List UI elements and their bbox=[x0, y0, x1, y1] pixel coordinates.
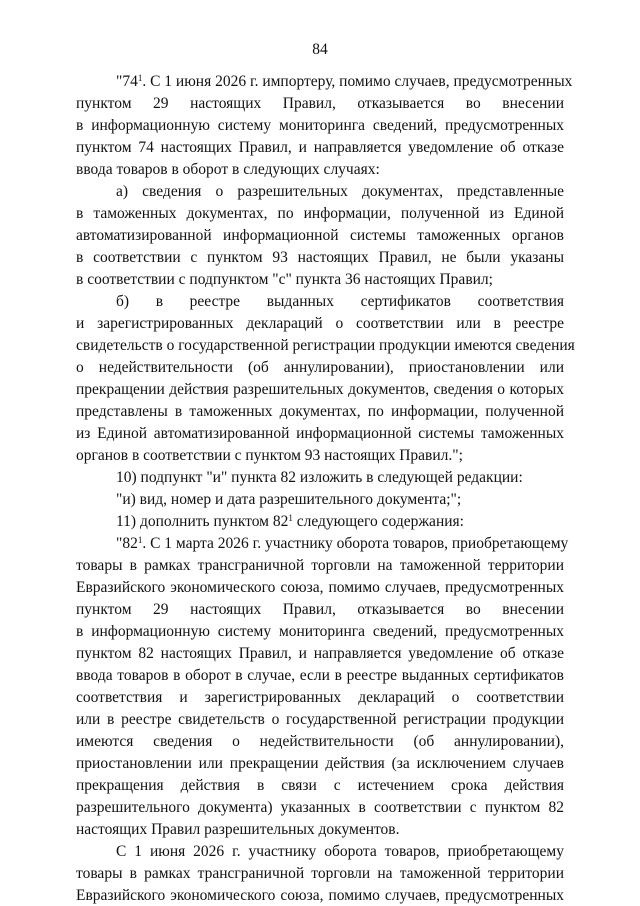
text-line: и зарегистрированных деклараций о соответствии или в реестре bbox=[76, 315, 564, 332]
text-line: "и) вид, номер и дата разрешительного документа;"; bbox=[116, 491, 462, 508]
text-line: пунктом 29 настоящих Правил, отказывается во внесении bbox=[76, 95, 564, 112]
text-line: С 1 июня 2026 г. участнику оборота товаров, приобретающему bbox=[116, 843, 564, 860]
text-line: а) сведения о разрешительных документах, представленные bbox=[116, 183, 564, 200]
text-line: органов в соответствии с пунктом 93 настоящих Правил."; bbox=[76, 447, 463, 464]
text-line: в таможенных документах, по информации, полученной из Единой bbox=[76, 205, 564, 222]
superscript-mark: 1 bbox=[288, 513, 293, 523]
text-line: б) в реестре выданных сертификатов соответствия bbox=[116, 293, 564, 310]
text-line: Евразийского экономического союза, помимо случаев, предусмотренных bbox=[76, 579, 564, 596]
text-line: имеются сведения о недействительности (об аннулировании), bbox=[76, 733, 564, 750]
text-line: в информационную систему мониторинга сведений, предусмотренных bbox=[76, 117, 564, 134]
text-line: в информационную систему мониторинга сведений, предусмотренных bbox=[76, 623, 564, 640]
text-line: пунктом 29 настоящих Правил, отказывается во внесении bbox=[76, 601, 564, 618]
text-line: в соответствии с подпунктом "с" пункта 36 настоящих Правил; bbox=[76, 271, 493, 288]
text-line: Евразийского экономического союза, помимо случаев, предусмотренных bbox=[76, 887, 564, 904]
text-line: 11) дополнить пунктом $82^1$ следующего содержания: bbox=[116, 513, 464, 530]
text-line: о недействительности (об аннулировании), приостановлении или bbox=[76, 359, 564, 376]
text-line: из Единой автоматизированной информационной системы таможенных bbox=[76, 425, 564, 442]
text-line: пунктом 82 настоящих Правил, и направляется уведомление об отказе bbox=[76, 645, 564, 662]
text-line: автоматизированной информационной системы таможенных органов bbox=[76, 227, 564, 244]
text-line: прекращения действия в связи с истечением срока действия bbox=[76, 777, 564, 794]
text-line: товары в рамках трансграничной торговли на таможенной территории bbox=[76, 557, 564, 574]
text-line: соответствия и зарегистрированных деклараций о соответствии bbox=[76, 689, 564, 706]
text-line: ввода товаров в оборот в случае, если в реестре выданных сертификатов bbox=[76, 667, 564, 684]
text-line: свидетельств о государственной регистрации продукции имеются сведения bbox=[76, 337, 575, 354]
superscript-mark: 1 bbox=[137, 535, 143, 545]
text-line: в соответствии с пунктом 93 настоящих Правил, не были указаны bbox=[76, 249, 564, 266]
text-line: пунктом 74 настоящих Правил, и направляется уведомление об отказе bbox=[76, 139, 564, 156]
text-line: товары в рамках трансграничной торговли на таможенной территории bbox=[76, 865, 564, 882]
text-line: настоящих Правил разрешительных документов. bbox=[76, 821, 400, 838]
text-line: приостановлении или прекращении действия (за исключением случаев bbox=[76, 755, 564, 772]
text-line: представлены в таможенных документах, по информации, полученной bbox=[76, 403, 564, 420]
text-line: ввода товаров в оборот в следующих случаях: bbox=[76, 161, 380, 178]
superscript-mark: 1 bbox=[137, 73, 143, 83]
text-line: "$82^1$. С 1 марта 2026 г. участнику оборота товаров, приобретающему bbox=[116, 535, 569, 552]
page-number: 84 bbox=[312, 41, 328, 58]
text-line: "$74^1$. С 1 июня 2026 г. импортеру, помимо случаев, предусмотренных bbox=[116, 73, 573, 90]
text-line: 10) подпункт "и" пункта 82 изложить в следующей редакции: bbox=[116, 469, 523, 486]
text-line: разрешительного документа) указанных в соответствии с пунктом 82 bbox=[76, 799, 564, 816]
text-line: прекращении действия разрешительных документов, сведения о которых bbox=[76, 381, 564, 398]
text-line: или в реестре свидетельств о государственной регистрации продукции bbox=[76, 711, 564, 728]
